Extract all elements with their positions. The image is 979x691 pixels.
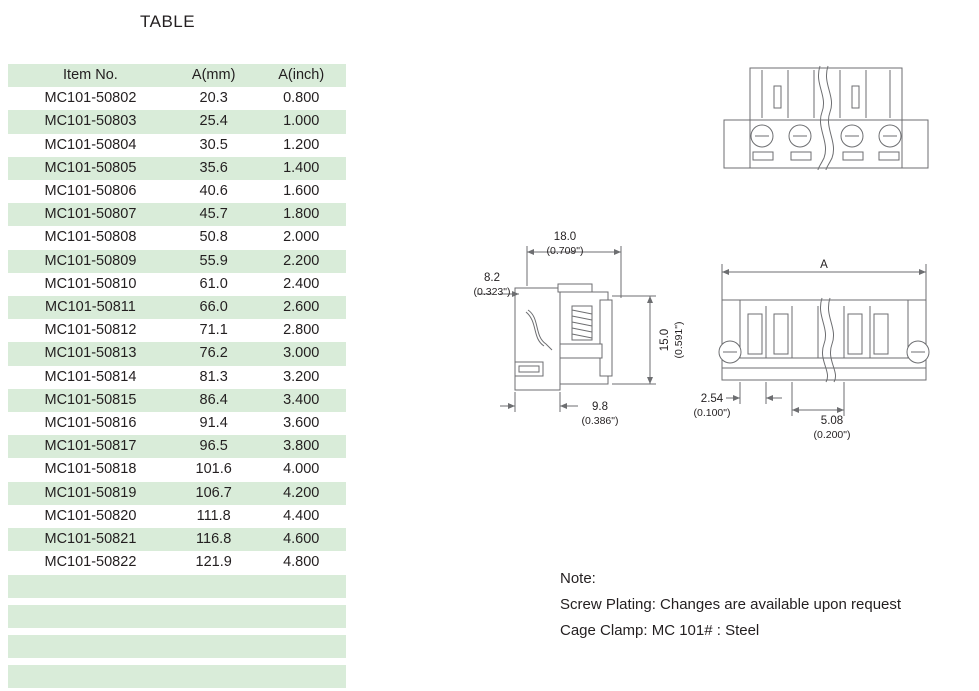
cell-item-no: MC101-50819: [44, 484, 137, 501]
table-filler-band: [8, 605, 346, 628]
cell-a-mm: 20.3: [199, 90, 228, 107]
table-row: [8, 458, 346, 481]
cell-item-no: MC101-50815: [44, 391, 137, 408]
table-header-row: [8, 64, 346, 87]
cell-a-mm: 45.7: [199, 206, 228, 223]
cell-item-no: MC101-50805: [44, 159, 137, 176]
table-header: [8, 64, 346, 87]
cell-item-no: MC101-50807: [44, 206, 137, 223]
cell-item-no: MC101-50809: [44, 252, 137, 269]
table-row: [8, 551, 346, 574]
drawing-top-view: [724, 66, 928, 170]
cell-a-inch: 2.600: [283, 299, 320, 316]
table-row: [8, 319, 346, 342]
dim-overall-label: A: [820, 259, 828, 271]
cell-a-inch: 1.200: [283, 136, 320, 153]
cell-a-mm: 61.0: [199, 275, 228, 292]
column-header-a-mm: A(mm): [191, 67, 236, 83]
cell-a-inch: 3.800: [283, 438, 320, 455]
cell-item-no: MC101-50802: [44, 90, 137, 107]
table-row: [8, 296, 346, 319]
table-filler-band: [8, 635, 346, 658]
cell-item-no: MC101-50804: [44, 136, 137, 153]
cell-a-inch: 4.400: [283, 507, 320, 524]
dim-pin-in: (0.100"): [693, 407, 731, 419]
cell-a-inch: 1.800: [283, 206, 320, 223]
table-row: [8, 389, 346, 412]
table-row: [8, 134, 346, 157]
table-row: [8, 203, 346, 226]
spec-table: [8, 64, 346, 574]
table-filler-band: [8, 665, 346, 688]
cell-a-inch: 3.400: [283, 391, 320, 408]
cell-a-mm: 86.4: [199, 391, 228, 408]
cell-item-no: MC101-50817: [44, 438, 137, 455]
dim-base-mm: 9.8: [592, 401, 608, 413]
table-row: [8, 366, 346, 389]
table-row: [8, 342, 346, 365]
table-row: [8, 157, 346, 180]
table-row: [8, 226, 346, 249]
cell-item-no: MC101-50820: [44, 507, 137, 524]
table-row: [8, 110, 346, 133]
cell-a-mm: 121.9: [195, 554, 232, 571]
table-body: [8, 87, 346, 574]
cell-a-inch: 4.200: [283, 484, 320, 501]
cell-a-inch: 2.200: [283, 252, 320, 269]
dim-height-mm: 15.0: [659, 328, 671, 352]
cell-a-mm: 76.2: [199, 345, 228, 362]
cell-a-mm: 101.6: [195, 461, 232, 478]
cell-item-no: MC101-50813: [44, 345, 137, 362]
cell-a-mm: 66.0: [199, 299, 228, 316]
cell-a-inch: 2.400: [283, 275, 320, 292]
table-row: [8, 180, 346, 203]
cell-item-no: MC101-50818: [44, 461, 137, 478]
cell-a-mm: 35.6: [199, 159, 228, 176]
dim-width-mm: 18.0: [553, 231, 577, 243]
cell-a-mm: 55.9: [199, 252, 228, 269]
cell-a-mm: 106.7: [195, 484, 232, 501]
table-row: [8, 87, 346, 110]
cell-a-mm: 50.8: [199, 229, 228, 246]
cell-a-inch: 3.000: [283, 345, 320, 362]
dim-pitch-in: (0.200"): [813, 429, 851, 441]
drawing-side-section-view: [477, 246, 656, 412]
cell-a-mm: 116.8: [196, 531, 232, 548]
cell-item-no: MC101-50806: [44, 183, 137, 200]
cell-a-mm: 25.4: [199, 113, 228, 130]
cell-a-inch: 0.800: [283, 90, 320, 107]
cell-a-inch: 1.600: [283, 183, 320, 200]
cell-item-no: MC101-50810: [44, 275, 137, 292]
cell-a-inch: 2.000: [283, 229, 320, 246]
cell-item-no: MC101-50816: [44, 415, 137, 432]
cell-a-inch: 1.000: [283, 113, 320, 130]
cell-a-mm: 40.6: [199, 183, 228, 200]
drawing-front-view: [719, 264, 929, 416]
dim-height-in: (0.591"): [673, 321, 685, 359]
dim-offset-mm: 8.2: [484, 272, 500, 284]
dim-pitch-mm: 5.08: [820, 415, 844, 427]
dim-pin-mm: 2.54: [700, 393, 724, 405]
column-header-item-no: Item No.: [63, 67, 118, 83]
note-line-screw-plating: Screw Plating: Changes are available upon request: [560, 596, 902, 613]
note-line-cage-clamp: Cage Clamp: MC 101# : Steel: [560, 622, 760, 639]
cell-item-no: MC101-50821: [44, 531, 137, 548]
cell-a-mm: 96.5: [199, 438, 228, 455]
cell-a-inch: 4.600: [283, 531, 320, 548]
cell-a-inch: 2.800: [283, 322, 320, 339]
table-row: [8, 435, 346, 458]
cell-item-no: MC101-50811: [45, 299, 136, 316]
cell-a-inch: 3.200: [283, 368, 320, 385]
cell-a-mm: 71.1: [199, 322, 228, 339]
cell-a-mm: 111.8: [196, 507, 231, 524]
dim-offset-in: (0.323"): [473, 286, 511, 298]
table-row: [8, 250, 346, 273]
page-title: TABLE: [140, 12, 196, 31]
cell-a-inch: 1.400: [283, 159, 320, 176]
cell-a-mm: 91.4: [199, 415, 228, 432]
note-heading: Note:: [560, 570, 596, 587]
cell-a-mm: 30.5: [199, 136, 228, 153]
dim-width-in: (0.709"): [546, 245, 584, 257]
table-row: [8, 505, 346, 528]
table-row: [8, 482, 346, 505]
cell-item-no: MC101-50808: [44, 229, 137, 246]
note-block: [560, 566, 901, 644]
table-row: [8, 273, 346, 296]
cell-a-inch: 3.600: [283, 415, 320, 432]
table-row: [8, 528, 346, 551]
table-row: [8, 412, 346, 435]
cell-item-no: MC101-50822: [44, 554, 137, 571]
cell-a-inch: 4.800: [283, 554, 320, 571]
cell-a-mm: 81.3: [199, 368, 228, 385]
table-filler-band: [8, 575, 346, 598]
column-header-a-inch: A(inch): [278, 67, 325, 83]
cell-item-no: MC101-50812: [44, 322, 137, 339]
dim-base-in: (0.386"): [581, 415, 619, 427]
cell-item-no: MC101-50814: [44, 368, 137, 385]
cell-a-inch: 4.000: [283, 461, 320, 478]
cell-item-no: MC101-50803: [44, 113, 137, 130]
